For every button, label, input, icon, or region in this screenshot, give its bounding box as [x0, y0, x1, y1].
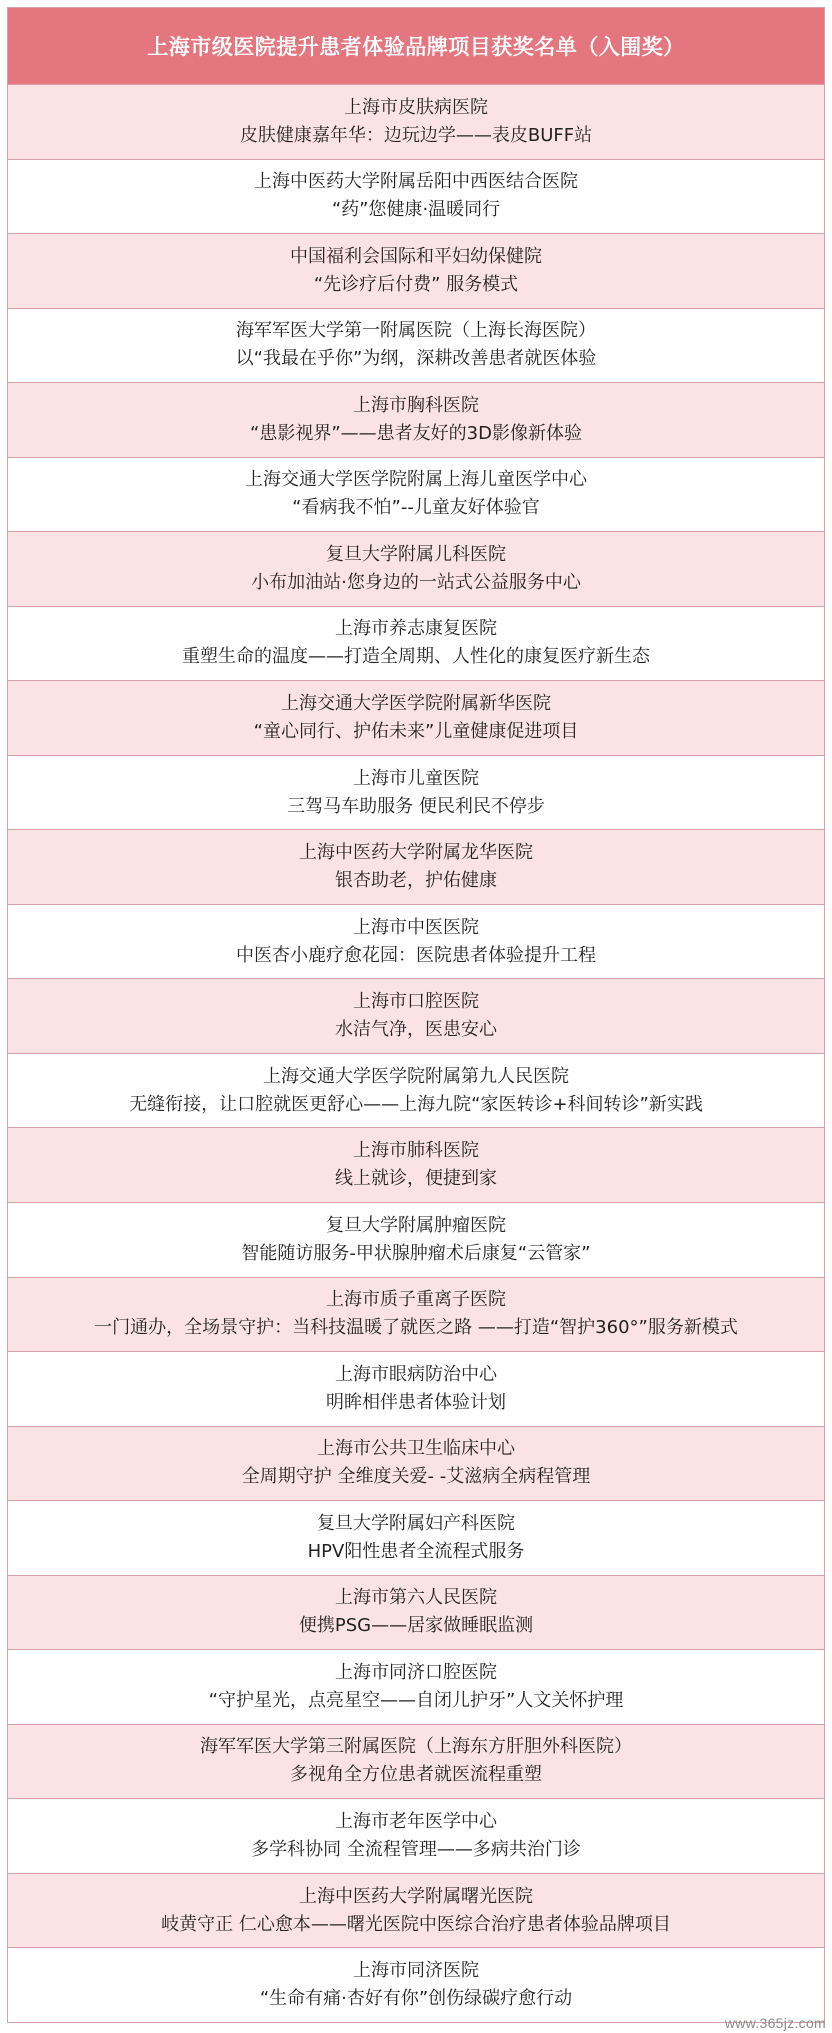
table-row	[8, 309, 824, 384]
project-name: 小布加油站·您身边的一站式公益服务中心	[251, 571, 581, 593]
project-name: 以“我最在乎你”为纲，深耕改善患者就医体验	[235, 348, 597, 370]
project-name: 中医杏小鹿疗愈花园：医院患者体验提升工程	[236, 944, 596, 966]
table-row	[8, 160, 824, 235]
project-name: 水洁气净，医患安心	[335, 1019, 497, 1041]
hospital-name: 复旦大学附属妇产科医院	[317, 1512, 515, 1534]
project-name: “看病我不怕”--儿童友好体验官	[292, 497, 540, 519]
table-row	[8, 1650, 824, 1725]
table-row	[8, 1874, 824, 1949]
hospital-name: 复旦大学附属肿瘤医院	[326, 1214, 506, 1236]
hospital-name: 海军军医大学第一附属医院（上海长海医院）	[236, 320, 596, 342]
hospital-name: 上海市儿童医院	[353, 767, 479, 789]
project-name: “药”您健康·温暖同行	[331, 199, 501, 221]
project-name: “童心同行、护佑未来”儿童健康促进项目	[253, 721, 579, 743]
project-name: “先诊疗后付费” 服务模式	[313, 273, 519, 295]
project-name: 银杏助老，护佑健康	[335, 870, 497, 892]
hospital-name: 上海市胸科医院	[353, 394, 479, 416]
hospital-name: 上海市皮肤病医院	[344, 96, 488, 118]
hospital-name: 上海市中医医院	[353, 916, 479, 938]
table-row	[8, 1427, 824, 1502]
table-row	[8, 383, 824, 458]
table-row	[8, 1501, 824, 1576]
hospital-name: 上海市第六人民医院	[335, 1587, 497, 1609]
table-row	[8, 1799, 824, 1874]
project-name: 智能随访服务-甲状腺肿瘤术后康复“云管家”	[241, 1242, 591, 1264]
table-row	[8, 458, 824, 533]
table-row	[8, 979, 824, 1054]
table-title: 上海市级医院提升患者体验品牌项目获奖名单（入围奖）	[147, 35, 685, 59]
project-name: 一门通办，全场景守护：当科技温暖了就医之路 ——打造“智护360°”服务新模式	[94, 1317, 738, 1339]
table-row	[8, 1278, 824, 1353]
project-name: 无缝衔接，让口腔就医更舒心——上海九院“家医转诊+科间转诊”新实践	[129, 1093, 703, 1115]
project-name: “生命有痛·杏好有你”创伤绿碳疗愈行动	[259, 1988, 573, 2010]
project-name: “患影视界”——患者友好的3D影像新体验	[250, 422, 582, 444]
project-name: 多视角全方位患者就医流程重塑	[290, 1764, 542, 1786]
hospital-name: 上海中医药大学附属龙华医院	[299, 842, 533, 864]
hospital-name: 复旦大学附属儿科医院	[326, 543, 506, 565]
hospital-name: 上海市同济医院	[353, 1960, 479, 1982]
hospital-name: 上海市肺科医院	[353, 1140, 479, 1162]
table-row	[8, 607, 824, 682]
project-name: 多学科协同 全流程管理——多病共治门诊	[251, 1838, 581, 1860]
table-row	[8, 756, 824, 831]
table-row	[8, 1948, 824, 2022]
project-name: 便携PSG——居家做睡眠监测	[298, 1615, 534, 1637]
table-row	[8, 905, 824, 980]
hospital-name: 上海交通大学医学院附属第九人民医院	[263, 1065, 569, 1087]
project-name: 线上就诊，便捷到家	[335, 1168, 497, 1190]
table-row	[8, 1128, 824, 1203]
project-name: 岐黄守正 仁心愈本——曙光医院中医综合治疗患者体验品牌项目	[161, 1913, 671, 1935]
project-name: “守护星光，点亮星空——自闭儿护牙”人文关怀护理	[208, 1689, 624, 1711]
hospital-name: 上海交通大学医学院附属新华医院	[281, 693, 551, 715]
hospital-name: 上海市老年医学中心	[335, 1810, 497, 1832]
hospital-name: 上海市养志康复医院	[335, 618, 497, 640]
project-name: 重塑生命的温度——打造全周期、人性化的康复医疗新生态	[182, 646, 650, 668]
table-row	[8, 532, 824, 607]
table-row	[8, 234, 824, 309]
table-row	[8, 1352, 824, 1427]
table-body	[8, 85, 824, 2022]
award-list-table	[7, 7, 825, 2023]
table-row	[8, 85, 824, 160]
hospital-name: 中国福利会国际和平妇幼保健院	[290, 245, 542, 267]
hospital-name: 上海交通大学医学院附属上海儿童医学中心	[245, 469, 587, 491]
table-row	[8, 830, 824, 905]
project-name: 全周期守护 全维度关爱- -艾滋病全病程管理	[241, 1466, 591, 1488]
hospital-name: 上海市公共卫生临床中心	[317, 1438, 515, 1460]
site-watermark: www.365jz.com	[724, 2015, 826, 2031]
hospital-name: 上海市口腔医院	[353, 991, 479, 1013]
table-row	[8, 1576, 824, 1651]
hospital-name: 海军军医大学第三附属医院（上海东方肝胆外科医院）	[200, 1736, 632, 1758]
hospital-name: 上海市质子重离子医院	[326, 1289, 506, 1311]
project-name: HPV阳性患者全流程式服务	[307, 1540, 525, 1562]
table-header	[8, 8, 824, 85]
project-name: 明眸相伴患者体验计划	[326, 1391, 506, 1413]
project-name: 三驾马车助服务 便民利民不停步	[287, 795, 545, 817]
hospital-name: 上海市眼病防治中心	[335, 1363, 497, 1385]
table-row	[8, 1203, 824, 1278]
hospital-name: 上海中医药大学附属岳阳中西医结合医院	[254, 171, 578, 193]
project-name: 皮肤健康嘉年华：边玩边学——表皮BUFF站	[239, 124, 593, 146]
table-row	[8, 1725, 824, 1800]
hospital-name: 上海中医药大学附属曙光医院	[299, 1885, 533, 1907]
hospital-name: 上海市同济口腔医院	[335, 1661, 497, 1683]
table-row	[8, 681, 824, 756]
table-row	[8, 1054, 824, 1129]
